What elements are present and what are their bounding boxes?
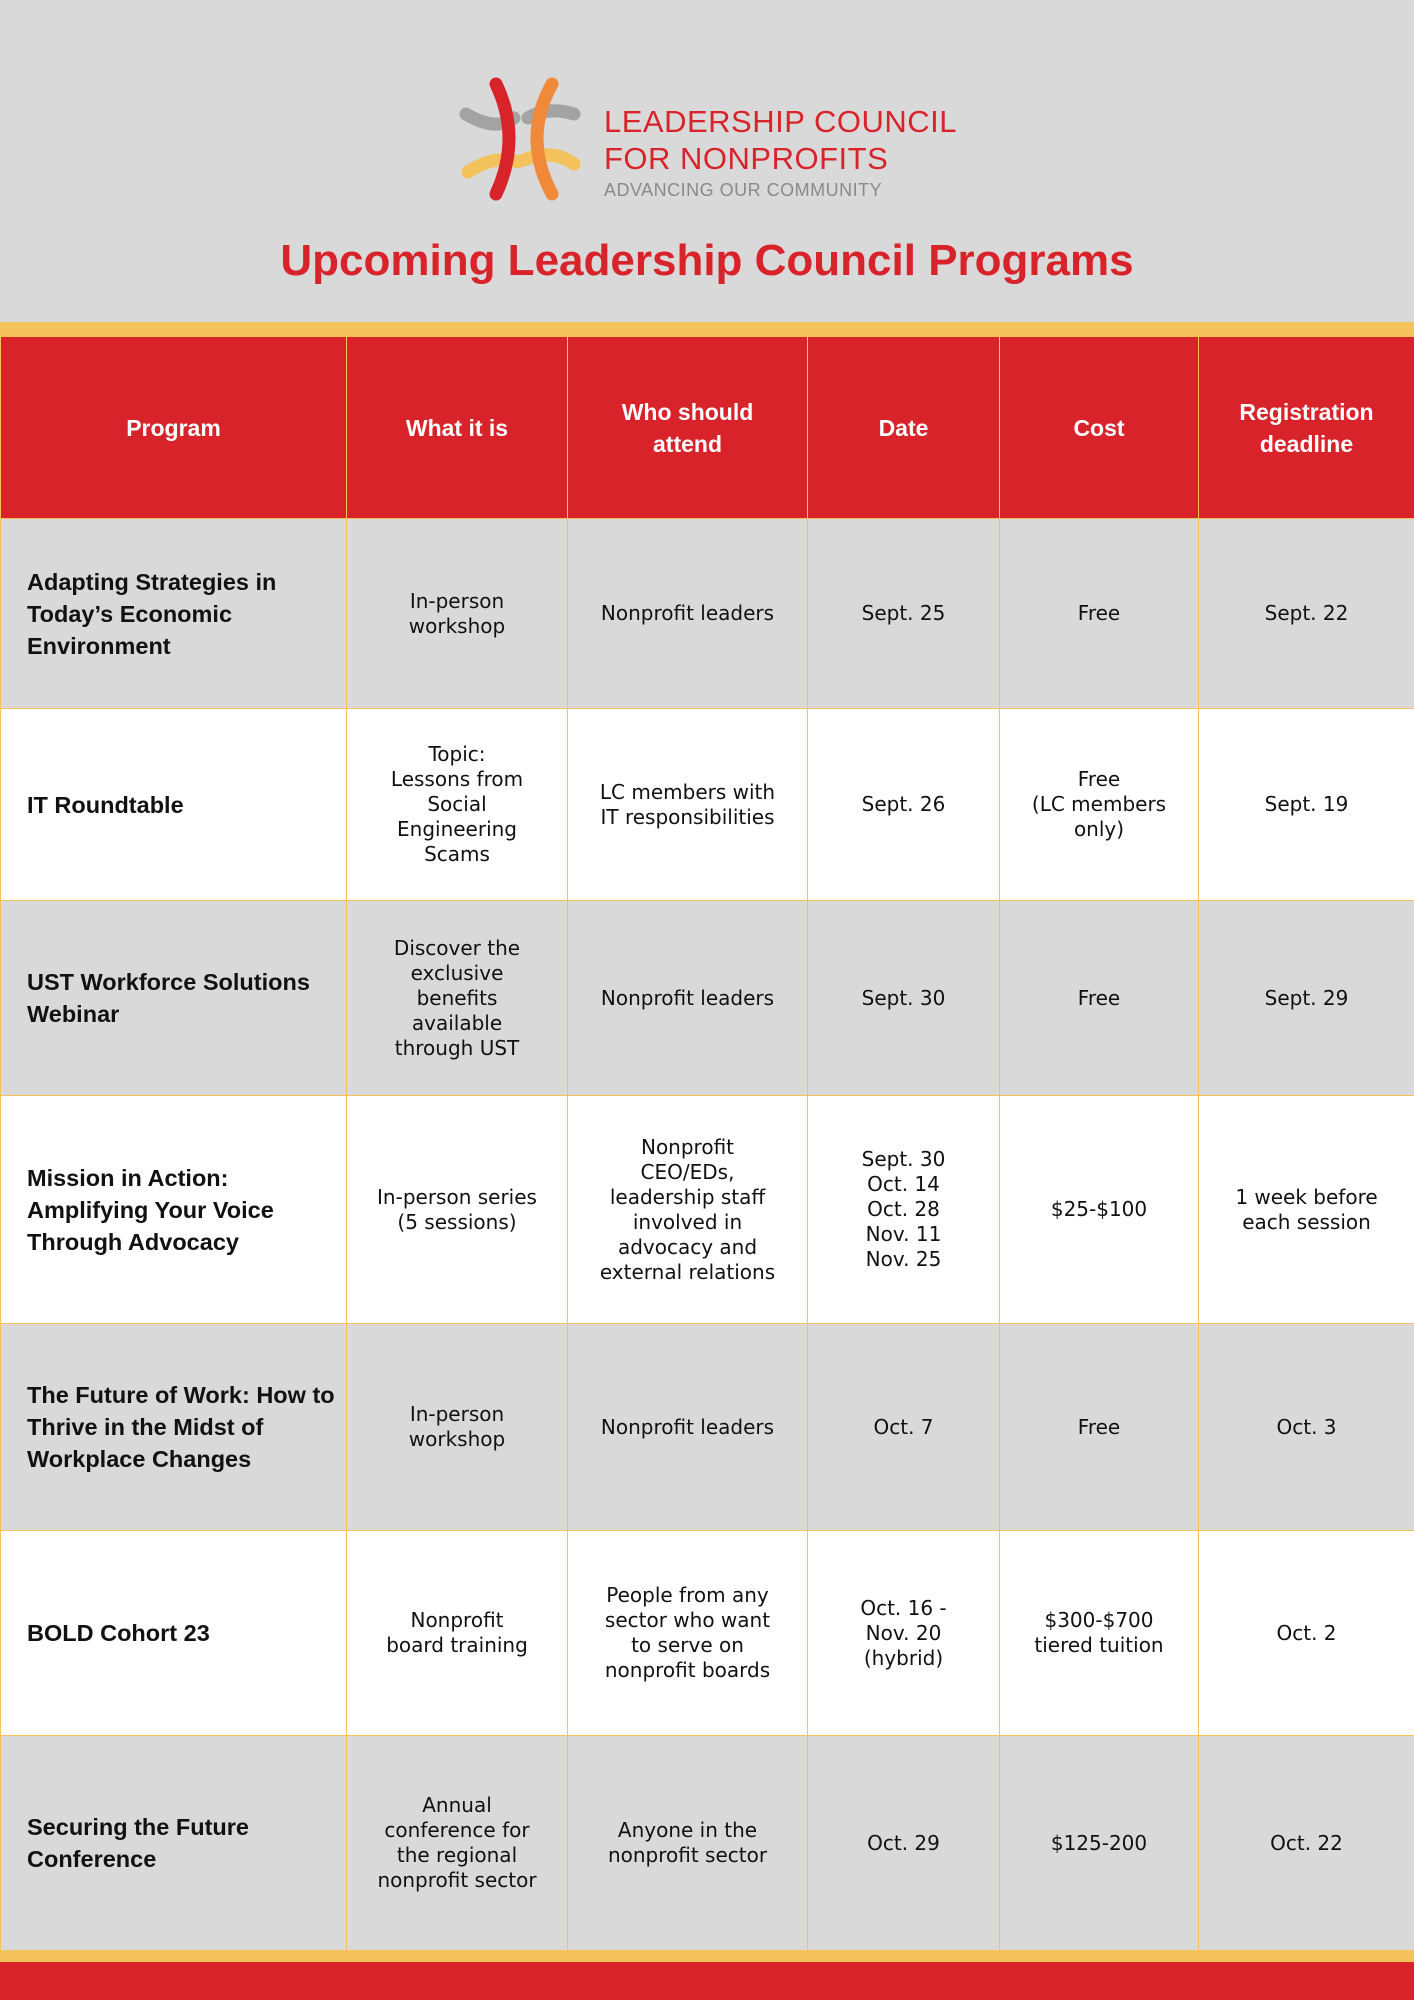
column-header-program: Program (1, 337, 347, 519)
program-date: Sept. 26 (808, 709, 1000, 901)
program-name: Mission in Action: Amplifying Your Voice Through Advocacy (1, 1096, 347, 1324)
program-type: In-person workshop (347, 1324, 568, 1531)
program-date: Oct. 29 (808, 1736, 1000, 1951)
program-audience: People from any sector who want to serve on nonprofit boards (568, 1531, 808, 1736)
column-header-what: What it is (347, 337, 568, 519)
program-audience: Nonprofit leaders (568, 901, 808, 1096)
program-audience: Nonprofit leaders (568, 1324, 808, 1531)
column-header-who: Who should attend (568, 337, 808, 519)
program-deadline: Sept. 29 (1199, 901, 1414, 1096)
table-row (1, 1324, 1414, 1531)
program-type: In-person series (5 sessions) (347, 1096, 568, 1324)
programs-table (0, 336, 1414, 1951)
program-name: Adapting Strategies in Today’s Economic Environment (1, 519, 347, 709)
program-cost: Free (1000, 519, 1199, 709)
program-name: IT Roundtable (1, 709, 347, 901)
program-name: UST Workforce Solutions Webinar (1, 901, 347, 1096)
org-tagline: ADVANCING OUR COMMUNITY (604, 180, 883, 200)
program-date: Oct. 7 (808, 1324, 1000, 1531)
council-logo-icon (456, 74, 586, 204)
program-date: Oct. 16 - Nov. 20 (hybrid) (808, 1531, 1000, 1736)
program-audience: Anyone in the nonprofit sector (568, 1736, 808, 1951)
program-deadline: Oct. 3 (1199, 1324, 1414, 1531)
column-header-cost: Cost (1000, 337, 1199, 519)
program-cost: Free (1000, 1324, 1199, 1531)
program-deadline: Sept. 22 (1199, 519, 1414, 709)
program-cost: Free (1000, 901, 1199, 1096)
table-row (1, 1531, 1414, 1736)
table-row (1, 1096, 1414, 1324)
program-type: Nonprofit board training (347, 1531, 568, 1736)
org-name-line1: LEADERSHIP COUNCIL (604, 104, 957, 139)
table-row (1, 901, 1414, 1096)
program-name: The Future of Work: How to Thrive in the Midst of Workplace Changes (1, 1324, 347, 1531)
program-type: Discover the exclusive benefits available through UST (347, 901, 568, 1096)
page-title: Upcoming Leadership Council Programs (280, 236, 1134, 285)
program-cost: $125-200 (1000, 1736, 1199, 1951)
org-name-line2: FOR NONPROFITS (604, 141, 889, 176)
footer-bar (0, 1962, 1414, 2000)
program-name: Securing the Future Conference (1, 1736, 347, 1951)
program-audience: LC members with IT responsibilities (568, 709, 808, 901)
program-cost: $300-$700 tiered tuition (1000, 1531, 1199, 1736)
top-accent-bar (0, 322, 1414, 336)
page-header (0, 0, 1414, 322)
program-date: Sept. 30 Oct. 14 Oct. 28 Nov. 11 Nov. 25 (808, 1096, 1000, 1324)
table-header-row (1, 337, 1414, 519)
program-type: In-person workshop (347, 519, 568, 709)
column-header-deadline: Registration deadline (1199, 337, 1414, 519)
program-date: Sept. 30 (808, 901, 1000, 1096)
program-deadline: Oct. 2 (1199, 1531, 1414, 1736)
program-cost: $25-$100 (1000, 1096, 1199, 1324)
bottom-accent-bar (0, 1950, 1414, 1962)
table-row (1, 519, 1414, 709)
table-row (1, 1736, 1414, 1951)
program-audience: Nonprofit CEO/EDs, leadership staff involved in advocacy and external relations (568, 1096, 808, 1324)
column-header-date: Date (808, 337, 1000, 519)
program-name: BOLD Cohort 23 (1, 1531, 347, 1736)
program-cost: Free (LC members only) (1000, 709, 1199, 901)
program-date: Sept. 25 (808, 519, 1000, 709)
program-audience: Nonprofit leaders (568, 519, 808, 709)
table-row (1, 709, 1414, 901)
program-type: Topic: Lessons from Social Engineering Scams (347, 709, 568, 901)
program-deadline: 1 week before each session (1199, 1096, 1414, 1324)
program-type: Annual conference for the regional nonprofit sector (347, 1736, 568, 1951)
program-deadline: Sept. 19 (1199, 709, 1414, 901)
program-deadline: Oct. 22 (1199, 1736, 1414, 1951)
